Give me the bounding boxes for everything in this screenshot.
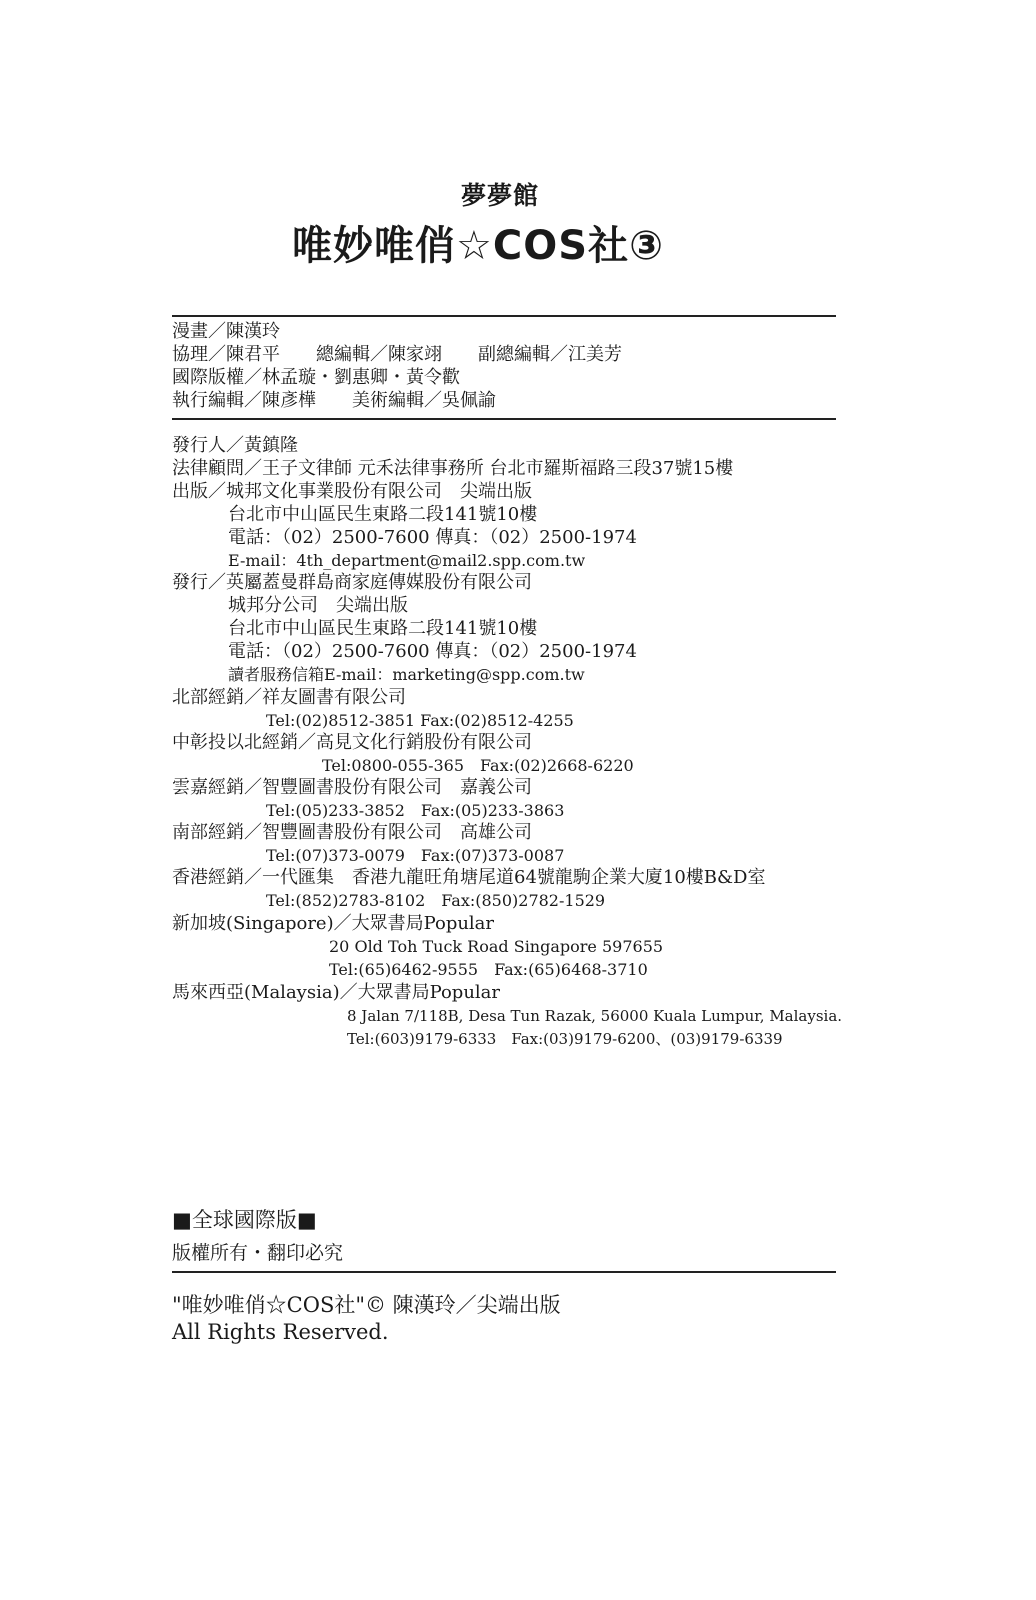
central-distributor-tel: Tel:0800-055-365 Fax:(02)2668-6220 bbox=[322, 756, 634, 775]
south-distributor: 南部經銷／智豐圖書股份有限公司 高雄公司 bbox=[172, 822, 532, 843]
series-name: 夢夢館 bbox=[460, 181, 539, 210]
sg-address: 20 Old Toh Tuck Road Singapore 597655 bbox=[329, 937, 664, 956]
rights-reserved-notice: 版權所有・翻印必究 bbox=[172, 1242, 344, 1264]
south-distributor-tel: Tel:(07)373-0079 Fax:(07)373-0087 bbox=[266, 846, 565, 865]
credit-executive-editor: 執行編輯／陳彥樺 bbox=[172, 390, 316, 411]
central-distributor: 中彰投以北經銷／高見文化行銷股份有限公司 bbox=[172, 732, 532, 753]
my-distributor: 馬來西亞(Malaysia)／大眾書局Popular bbox=[172, 982, 501, 1003]
yunjia-distributor: 雲嘉經銷／智豐圖書股份有限公司 嘉義公司 bbox=[172, 777, 532, 798]
hk-distributor-tel: Tel:(852)2783-8102 Fax:(850)2782-1529 bbox=[266, 891, 606, 910]
credit-row-2 bbox=[172, 344, 622, 366]
credit-row-4 bbox=[172, 390, 496, 412]
divider-top bbox=[172, 315, 836, 317]
imprint-address: 台北市中山區民生東路二段141號10樓 bbox=[228, 504, 538, 525]
hk-distributor: 香港經銷／一代匯集 香港九龍旺角塘尾道64號龍駒企業大廈10樓B&D室 bbox=[172, 867, 766, 888]
reader-service-email: 讀者服務信箱E-mail：marketing@spp.com.tw bbox=[228, 665, 585, 684]
credit-deputy-chief-editor: 副總編輯／江美芳 bbox=[478, 344, 622, 365]
distributor: 發行／英屬蓋曼群島商家庭傳媒股份有限公司 bbox=[172, 572, 532, 593]
imprint-email: E-mail：4th_department@mail2.spp.com.tw bbox=[228, 551, 586, 570]
yunjia-distributor-tel: Tel:(05)233-3852 Fax:(05)233-3863 bbox=[266, 801, 565, 820]
sg-distributor: 新加坡(Singapore)／大眾書局Popular bbox=[172, 913, 495, 934]
credit-artist: 漫畫／陳漢玲 bbox=[172, 321, 280, 342]
distributor-branch: 城邦分公司 尖端出版 bbox=[228, 595, 408, 616]
edition-label: ■全球國際版■ bbox=[172, 1208, 317, 1232]
my-tel: Tel:(603)9179-6333 Fax:(03)9179-6200、(03)9179-6339 bbox=[347, 1030, 783, 1048]
legal-counsel: 法律顧問／王子文律師 元禾法律事務所 台北市羅斯福路三段37號15樓 bbox=[172, 458, 734, 479]
imprint: 出版／城邦文化事業股份有限公司 尖端出版 bbox=[172, 481, 532, 502]
distributor-address: 台北市中山區民生東路二段141號10樓 bbox=[228, 618, 538, 639]
copyright-line: "唯妙唯俏☆COS社"© 陳漢玲／尖端出版 bbox=[172, 1293, 561, 1317]
book-title: 唯妙唯俏☆COS社③ bbox=[292, 223, 664, 269]
north-distributor: 北部經銷／祥友圖書有限公司 bbox=[172, 687, 406, 708]
north-distributor-tel: Tel:(02)8512-3851 Fax:(02)8512-4255 bbox=[266, 711, 574, 730]
divider-middle bbox=[172, 418, 836, 420]
sg-tel: Tel:(65)6462-9555 Fax:(65)6468-3710 bbox=[329, 960, 648, 979]
all-rights-reserved: All Rights Reserved. bbox=[172, 1320, 389, 1344]
credit-international-rights: 國際版權／林孟璇・劉惠卿・黃令歡 bbox=[172, 367, 460, 388]
credit-art-editor: 美術編輯／吳佩諭 bbox=[352, 390, 496, 411]
credit-chief-editor: 總編輯／陳家翊 bbox=[316, 344, 442, 365]
distributor-phone: 電話：（02）2500-7600 傳真：（02）2500-1974 bbox=[228, 641, 637, 662]
imprint-phone: 電話：（02）2500-7600 傳真：（02）2500-1974 bbox=[228, 527, 637, 548]
publisher: 發行人／黃鎮隆 bbox=[172, 435, 298, 456]
my-address: 8 Jalan 7/118B, Desa Tun Razak, 56000 Kuala Lumpur, Malaysia. bbox=[347, 1007, 843, 1025]
credit-assistant: 協理／陳君平 bbox=[172, 344, 280, 365]
divider-bottom bbox=[172, 1271, 836, 1273]
